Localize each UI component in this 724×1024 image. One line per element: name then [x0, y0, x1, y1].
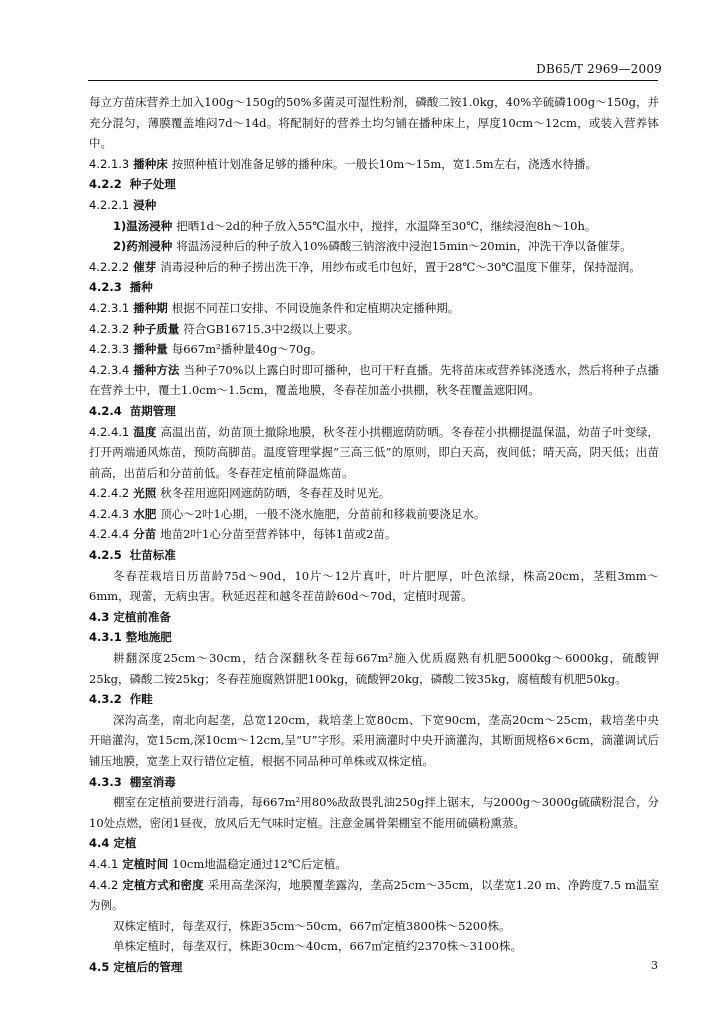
section-number: 4.3: [89, 609, 110, 624]
section-4-2-4-4: [89, 524, 659, 545]
section-4-3-2: [89, 689, 659, 710]
section-number: 4.5: [89, 959, 110, 974]
section-number: 4.4: [89, 836, 110, 851]
section-title: 播种床: [133, 156, 168, 171]
section-number: 4.2.3.4: [89, 362, 130, 377]
section-4-5: [89, 957, 659, 978]
section-title: 种子处理: [129, 177, 176, 192]
section-4-2-4-2: [89, 483, 659, 504]
section-4-2-1-3: [89, 154, 659, 175]
section-text: 采用高垄深沟，地膜覆垄露沟，垄高25cm～35cm，以垄宽1.20 m、净跨度7.5 m温室为例。: [89, 877, 659, 913]
section-title: 定植后的管理: [113, 959, 183, 974]
section-title: 分苗: [133, 527, 157, 542]
section-text: 顶心～2叶1心期，一般不浇水施肥，分苗前和移栽前要浇足水。: [160, 506, 486, 521]
item-text: 将温汤浸种后的种子放入10%磷酸三钠溶液中浸泡15min～20min，冲洗干净以备催芽。: [176, 239, 632, 254]
header-rule: [88, 80, 658, 81]
section-number: 4.2.2.2: [89, 259, 130, 274]
section-4-2-4: [89, 401, 659, 422]
section-number: 4.2.4.2: [89, 486, 130, 501]
section-title: 作畦: [129, 692, 153, 707]
section-text: 当种子70%以上露白时即可播种，也可干籽直播。先将苗床或营养钵浇透水，然后将种子点播在营养土中，覆土1.0cm～1.5cm，覆盖地膜，冬春茬加盖小拱棚，秋冬茬覆盖遮阳网。: [89, 362, 660, 398]
section-title: 浸种: [133, 197, 157, 212]
section-number: 4.2.3.1: [89, 300, 130, 315]
section-title: 播种量: [133, 342, 168, 357]
section-title: 棚室消毒: [129, 774, 176, 789]
section-4-2-3-2: [89, 319, 659, 340]
section-text: 根据不同茬口安排、不同设施条件和定植期决定播种期。: [171, 300, 460, 315]
section-title: 光照: [133, 486, 157, 501]
paragraph: 耕翻深度25cm～30cm，结合深翻秋冬茬每667m²施入优质腐熟有机肥5000kg～6000kg，硫酸钾25kg，磷酸二铵25kg；冬春茬施腐熟饼肥100kg，硫酸钾20kg，磷酸二铵35kg，腐植酸有机肥50kg。: [89, 651, 659, 686]
section-number: 4.4.2: [89, 877, 119, 892]
item-label: 2)药剂浸种: [113, 239, 173, 254]
section-4-2-2-1: [89, 195, 659, 216]
section-4-2-2-2: [89, 257, 659, 278]
section-title: 催芽: [133, 259, 157, 274]
section-text: 每667m²播种量40g～70g。: [171, 342, 323, 357]
section-number: 4.4.1: [89, 856, 119, 871]
section-4-2-3-3: [89, 339, 659, 360]
section-title: 播种: [129, 280, 153, 295]
section-4-4: [89, 833, 659, 854]
section-4-4-2: [89, 875, 659, 916]
section-title: 定植前准备: [113, 609, 171, 624]
section-number: 4.3.3: [89, 774, 122, 789]
section-number: 4.2.2.1: [89, 197, 130, 212]
section-4-2-4-1: [89, 422, 659, 484]
section-number: 4.2.1.3: [89, 156, 130, 171]
section-4-3-3: [89, 772, 659, 793]
section-number: 4.2.3.3: [89, 342, 130, 357]
section-number: 4.2.3.2: [89, 321, 130, 336]
section-title: 温度: [133, 424, 157, 439]
paragraph: 棚室在定植前要进行消毒，每667m²用80%敌敌畏乳油250g拌上锯末，与2000g～3000g硫磺粉混合，分10处点燃，密闭1昼夜，放风后无气味时定植。注意金属骨架棚室不能用硫磺粉熏蒸。: [89, 795, 659, 830]
document-body: [89, 92, 659, 978]
section-text: 10cm地温稳定通过12℃后定植。: [172, 856, 347, 871]
section-number: 4.2.5: [89, 548, 122, 563]
section-title: 整地施肥: [125, 630, 172, 645]
section-4-3: [89, 607, 659, 628]
section-4-2-2: [89, 174, 659, 195]
page-number: 3: [651, 959, 658, 972]
section-title: 定植方式和密度: [122, 877, 204, 892]
section-title: 种子质量: [133, 321, 180, 336]
section-4-2-5: [89, 545, 659, 566]
section-number: 4.3.1: [89, 630, 122, 645]
section-4-2-4-3: [89, 504, 659, 525]
section-number: 4.2.4: [89, 403, 122, 418]
section-title: 播种期: [133, 300, 168, 315]
section-4-2-3-1: [89, 298, 659, 319]
paragraph: 深沟高垄，南北向起垄，总宽120cm，栽培垄上宽80cm、下宽90cm，垄高20cm～25cm，栽培垄中央开暗灌沟，宽15cm,深10cm～12cm,呈“U”字形。采用滴灌时中央开滴灌沟，其断面规格6×6cm，滴灌调试后铺压地膜，宽垄上双行错位定植，根据不同品种可单株或双株定植。: [89, 712, 659, 768]
paragraph: 每立方苗床营养土加入100g～150g的50%多菌灵可湿性粉剂，磷酸二铵1.0kg，40%辛硫磷100g～150g，并充分混匀，薄膜覆盖堆闷7d～14d。将配制好的营养土均匀铺在播种床上，厚度10cm～12cm，或装入营养钵中。: [89, 95, 659, 151]
section-title: 苗期管理: [129, 403, 176, 418]
section-title: 定植: [113, 836, 137, 851]
section-number: 4.2.2: [89, 177, 122, 192]
section-4-3-1: [89, 627, 659, 648]
section-text: 按照种植计划准备足够的播种床。一般长10m～15m，宽1.5m左右，浇透水待播。: [171, 156, 598, 171]
item-text: 把晒1d～2d的种子放入55℃温水中，搅拌，水温降至30℃，继续浸泡8h～10h。: [176, 218, 597, 233]
section-4-2-3-4: [89, 360, 659, 401]
section-title: 壮苗标准: [129, 548, 176, 563]
section-number: 4.3.2: [89, 692, 122, 707]
section-text: 秋冬茬用遮阳网遮荫防晒，冬春茬及时见光。: [160, 486, 391, 501]
section-title: 定植时间: [122, 856, 169, 871]
section-text: 符合GB16715.3中2级以上要求。: [183, 321, 360, 336]
section-text: 地苗2叶1心分苗至营养钵中，每钵1苗或2苗。: [160, 527, 397, 542]
list-item: [89, 236, 659, 257]
section-4-2-3: [89, 277, 659, 298]
paragraph: 双株定植时，每垄双行，株距35cm～50cm，667㎡定植3800株～5200株。: [113, 918, 511, 933]
item-label: 1)温汤浸种: [113, 218, 173, 233]
section-text: 高温出苗，幼苗顶土撤除地膜，秋冬茬小拱棚遮荫防晒。冬春茬小拱棚提温保温，幼苗子叶变绿，打开两端通风炼苗，预防高脚苗。温度管理掌握“三高三低”的原则，即白天高，夜间低；晴天高，阴天低；出苗前高，出苗后和分苗前低。冬春茬定植前降温炼苗。: [89, 424, 660, 480]
paragraph: 冬春茬栽培日历苗龄75d～90d，10片～12片真叶，叶片肥厚，叶色浓绿，株高20cm，茎粗3mm～6mm，现蕾，无病虫害。秋延迟茬和越冬茬苗龄60d～70d，定植时现蕾。: [89, 568, 659, 604]
section-title: 播种方法: [133, 362, 180, 377]
section-number: 4.2.4.4: [89, 527, 130, 542]
section-4-4-1: [89, 854, 659, 875]
section-number: 4.2.4.3: [89, 506, 130, 521]
section-title: 水肥: [133, 506, 157, 521]
section-text: 消毒浸种后的种子捞出洗干净，用纱布或毛巾包好，置于28℃～30℃温度下催芽，保持湿润。: [160, 259, 641, 274]
section-number: 4.2.4.1: [89, 424, 130, 439]
list-item: [89, 216, 659, 237]
section-number: 4.2.3: [89, 280, 122, 295]
document-id: DB65/T 2969—2009: [536, 62, 662, 76]
paragraph: 单株定植时，每垄双行，株距30cm～40cm，667㎡定植约2370株～3100株。: [113, 939, 522, 954]
